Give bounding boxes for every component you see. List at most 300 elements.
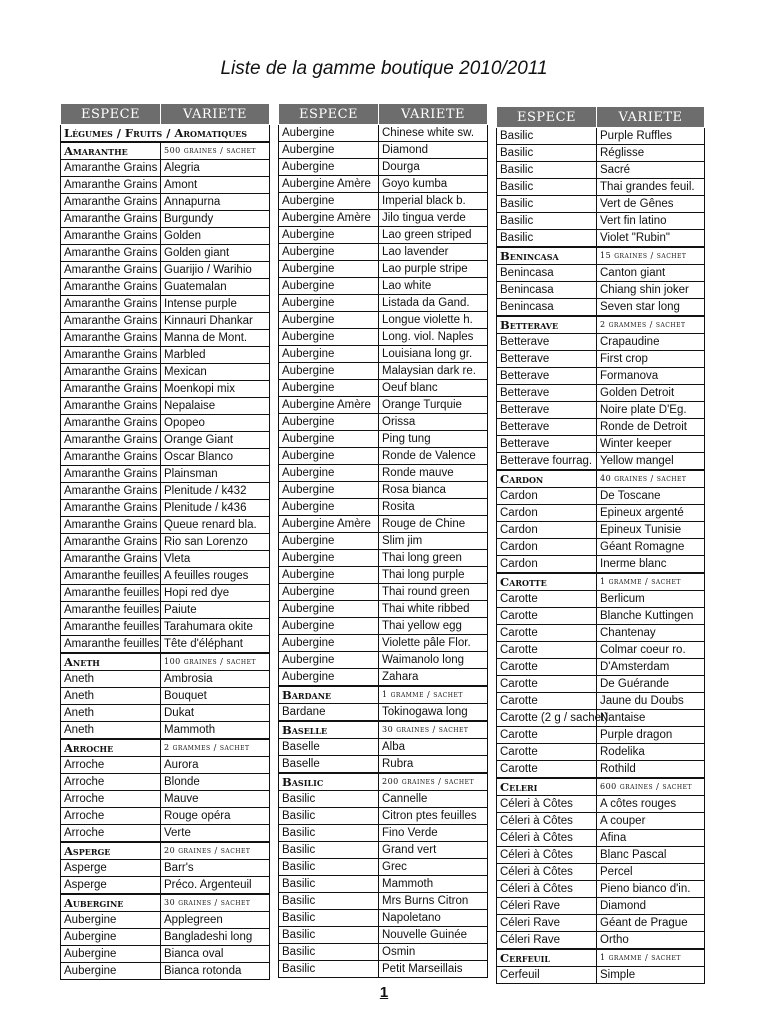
variete-cell: Colmar coeur ro. <box>597 642 705 659</box>
variete-cell: Plenitude / k436 <box>161 500 270 517</box>
variete-cell: Orange Giant <box>161 432 270 449</box>
section-quantity: 200 graines / sachet <box>379 773 488 791</box>
header-variete: VARIETE <box>161 104 270 125</box>
table-row <box>61 381 270 398</box>
table-row <box>279 227 488 244</box>
espece-cell: Aubergine <box>279 533 379 550</box>
table-row <box>61 347 270 364</box>
table-row <box>61 177 270 194</box>
espece-cell: Amaranthe Grains <box>61 364 161 381</box>
table-row <box>279 808 488 825</box>
table-row <box>279 533 488 550</box>
variete-cell: Blanc Pascal <box>597 847 705 864</box>
espece-cell: Cardon <box>497 522 597 539</box>
group-row <box>61 125 270 143</box>
table-row <box>279 142 488 159</box>
espece-cell: Aubergine <box>279 465 379 482</box>
variete-cell: Mexican <box>161 364 270 381</box>
espece-cell: Basilic <box>279 842 379 859</box>
espece-cell: Céleri à Côtes <box>497 796 597 813</box>
table-row <box>279 278 488 295</box>
variete-cell: Rodelika <box>597 744 705 761</box>
table-row <box>61 398 270 415</box>
table-row <box>279 635 488 652</box>
table-row <box>61 466 270 483</box>
header-espece: ESPECE <box>497 107 597 128</box>
variete-cell: Vert de Gênes <box>597 196 705 213</box>
table-row <box>279 618 488 635</box>
espece-cell: Amaranthe Grains <box>61 534 161 551</box>
section-quantity: 30 graines / sachet <box>161 894 270 912</box>
section-row <box>279 721 488 739</box>
table-row <box>61 929 270 946</box>
espece-cell: Aubergine <box>279 584 379 601</box>
variete-cell: Lao lavender <box>379 244 488 261</box>
table-row <box>61 194 270 211</box>
espece-cell: Amaranthe feuilles <box>61 619 161 636</box>
espece-cell: Amaranthe Grains <box>61 432 161 449</box>
espece-cell: Betterave <box>497 419 597 436</box>
table-row <box>497 419 705 436</box>
espece-cell: Basilic <box>497 230 597 248</box>
espece-cell: Carotte <box>497 744 597 761</box>
variete-cell: Oscar Blanco <box>161 449 270 466</box>
table-row <box>279 125 488 142</box>
table-row <box>497 676 705 693</box>
variete-cell: Golden Detroit <box>597 385 705 402</box>
variete-cell: Thai round green <box>379 584 488 601</box>
variete-cell: Plenitude / k432 <box>161 483 270 500</box>
species-column-3 <box>496 106 705 984</box>
table-row <box>497 145 705 162</box>
variete-cell: Purple dragon <box>597 727 705 744</box>
table-row <box>497 265 705 282</box>
variete-cell: Dukat <box>161 705 270 722</box>
espece-cell: Aubergine <box>279 618 379 635</box>
table-row <box>61 946 270 963</box>
variete-cell: D'Amsterdam <box>597 659 705 676</box>
espece-cell: Arroche <box>61 791 161 808</box>
table-row <box>497 436 705 453</box>
table-row <box>497 179 705 196</box>
espece-cell: Aubergine <box>279 652 379 669</box>
variete-cell: Ortho <box>597 932 705 950</box>
espece-cell: Betterave <box>497 334 597 351</box>
section-row <box>497 573 705 591</box>
espece-cell: Basilic <box>279 927 379 944</box>
species-column-1 <box>60 103 270 980</box>
variete-cell: Verte <box>161 825 270 843</box>
section-name: Celeri <box>497 778 597 796</box>
variete-cell: Thai yellow egg <box>379 618 488 635</box>
espece-cell: Carotte (2 g / sachet) <box>497 710 597 727</box>
table-row <box>497 625 705 642</box>
espece-cell: Carotte <box>497 642 597 659</box>
variete-cell: First crop <box>597 351 705 368</box>
table-row <box>497 196 705 213</box>
variete-cell: Rubra <box>379 756 488 774</box>
espece-cell: Aubergine <box>279 363 379 380</box>
variete-cell: Ronde mauve <box>379 465 488 482</box>
table-row <box>279 584 488 601</box>
table-row <box>61 160 270 177</box>
table-row <box>497 539 705 556</box>
variete-cell: Rosita <box>379 499 488 516</box>
table-row <box>497 522 705 539</box>
table-row <box>279 567 488 584</box>
variete-cell: Amont <box>161 177 270 194</box>
variete-cell: Canton giant <box>597 265 705 282</box>
espece-cell: Aubergine <box>61 963 161 980</box>
page-number: 1 <box>379 984 389 1001</box>
table-row <box>61 825 270 843</box>
espece-cell: Cerfeuil <box>497 967 597 984</box>
table-row <box>279 825 488 842</box>
variete-cell: Annapurna <box>161 194 270 211</box>
section-row <box>497 247 705 265</box>
table-row <box>497 385 705 402</box>
table-row <box>61 211 270 228</box>
table-row <box>497 368 705 385</box>
espece-cell: Céleri à Côtes <box>497 813 597 830</box>
espece-cell: Bardane <box>279 704 379 722</box>
espece-cell: Aubergine <box>279 278 379 295</box>
header-variete: VARIETE <box>597 107 705 128</box>
table-row <box>497 505 705 522</box>
variete-cell: Jilo tingua verde <box>379 210 488 227</box>
section-row <box>61 894 270 912</box>
variete-cell: Purple Ruffles <box>597 128 705 145</box>
section-name: Cerfeuil <box>497 949 597 967</box>
variete-cell: Grand vert <box>379 842 488 859</box>
variete-cell: Golden <box>161 228 270 245</box>
espece-cell: Amaranthe Grains <box>61 551 161 568</box>
variete-cell: Zahara <box>379 669 488 687</box>
section-quantity: 1 gramme / sachet <box>379 686 488 704</box>
variete-cell: Ronde de Detroit <box>597 419 705 436</box>
variete-cell: Thai white ribbed <box>379 601 488 618</box>
espece-cell: Carotte <box>497 608 597 625</box>
espece-cell: Carotte <box>497 727 597 744</box>
variete-cell: Percel <box>597 864 705 881</box>
header-variete: VARIETE <box>379 104 488 125</box>
variete-cell: Epineux Tunisie <box>597 522 705 539</box>
table-row <box>497 230 705 248</box>
variete-cell: Lao white <box>379 278 488 295</box>
variete-cell: Sacré <box>597 162 705 179</box>
table-row <box>497 744 705 761</box>
table-row <box>279 910 488 927</box>
espece-cell: Basilic <box>279 825 379 842</box>
table-row <box>61 791 270 808</box>
variete-cell: Vleta <box>161 551 270 568</box>
espece-cell: Basilic <box>497 162 597 179</box>
variete-cell: Chinese white sw. <box>379 125 488 142</box>
table-row <box>497 813 705 830</box>
table-row <box>279 312 488 329</box>
section-name: Benincasa <box>497 247 597 265</box>
table-row <box>279 261 488 278</box>
table-row <box>279 346 488 363</box>
variete-cell: Préco. Argenteuil <box>161 877 270 895</box>
variete-cell: Waimanolo long <box>379 652 488 669</box>
header-espece: ESPECE <box>61 104 161 125</box>
variete-cell: Chiang shin joker <box>597 282 705 299</box>
variete-cell: Simple <box>597 967 705 984</box>
variete-cell: Malaysian dark re. <box>379 363 488 380</box>
espece-cell: Aubergine <box>279 261 379 278</box>
table-row <box>279 380 488 397</box>
espece-cell: Aubergine <box>279 550 379 567</box>
table-row <box>279 193 488 210</box>
table-row <box>279 159 488 176</box>
species-column-2 <box>278 103 488 978</box>
variete-cell: Bouquet <box>161 688 270 705</box>
variete-cell: Paiute <box>161 602 270 619</box>
espece-cell: Amaranthe feuilles <box>61 602 161 619</box>
variete-cell: A côtes rouges <box>597 796 705 813</box>
espece-cell: Cardon <box>497 539 597 556</box>
espece-cell: Basilic <box>497 213 597 230</box>
section-quantity: 20 graines / sachet <box>161 842 270 860</box>
espece-cell: Aubergine <box>279 244 379 261</box>
espece-cell: Aubergine <box>279 125 379 142</box>
table-row <box>61 636 270 654</box>
table-row <box>61 432 270 449</box>
espece-cell: Aubergine <box>279 414 379 431</box>
variete-cell: Listada da Gand. <box>379 295 488 312</box>
variete-cell: Alegria <box>161 160 270 177</box>
espece-cell: Amaranthe Grains <box>61 211 161 228</box>
section-name: Baselle <box>279 721 379 739</box>
table-row <box>61 912 270 929</box>
variete-cell: Orange Turquie <box>379 397 488 414</box>
espece-cell: Basilic <box>279 893 379 910</box>
espece-cell: Céleri à Côtes <box>497 830 597 847</box>
variete-cell: Citron ptes feuilles <box>379 808 488 825</box>
espece-cell: Aubergine Amère <box>279 516 379 533</box>
espece-cell: Céleri à Côtes <box>497 881 597 898</box>
variete-cell: Violette pâle Flor. <box>379 635 488 652</box>
espece-cell: Céleri Rave <box>497 932 597 950</box>
section-row <box>61 142 270 160</box>
table-row <box>497 642 705 659</box>
variete-cell: Géant Romagne <box>597 539 705 556</box>
table-row <box>61 262 270 279</box>
table-row <box>279 842 488 859</box>
espece-cell: Aneth <box>61 688 161 705</box>
section-quantity: 15 graines / sachet <box>597 247 705 265</box>
espece-cell: Basilic <box>279 961 379 978</box>
espece-cell: Aubergine <box>279 448 379 465</box>
table-row <box>61 296 270 313</box>
espece-cell: Aneth <box>61 671 161 688</box>
table-row <box>497 128 705 145</box>
variete-cell: Lao green striped <box>379 227 488 244</box>
table-row <box>497 864 705 881</box>
variete-cell: Thai grandes feuil. <box>597 179 705 196</box>
variete-cell: Chantenay <box>597 625 705 642</box>
espece-cell: Céleri Rave <box>497 898 597 915</box>
espece-cell: Aubergine <box>279 312 379 329</box>
table-row <box>497 213 705 230</box>
table-row <box>279 791 488 808</box>
espece-cell: Aneth <box>61 722 161 740</box>
table-row <box>497 608 705 625</box>
variete-cell: Ronde de Valence <box>379 448 488 465</box>
espece-cell: Basilic <box>279 859 379 876</box>
variete-cell: Napoletano <box>379 910 488 927</box>
variete-cell: Long. viol. Naples <box>379 329 488 346</box>
espece-cell: Basilic <box>497 128 597 145</box>
variete-cell: Slim jim <box>379 533 488 550</box>
table-row <box>61 313 270 330</box>
table-row <box>279 756 488 774</box>
espece-cell: Aubergine <box>279 227 379 244</box>
table-row <box>279 482 488 499</box>
section-row <box>279 773 488 791</box>
espece-cell: Aubergine <box>279 346 379 363</box>
variete-cell: Réglisse <box>597 145 705 162</box>
table-row <box>497 693 705 710</box>
table-row <box>279 944 488 961</box>
variete-cell: Jaune du Doubs <box>597 693 705 710</box>
variete-cell: Berlicum <box>597 591 705 608</box>
espece-cell: Amaranthe Grains <box>61 245 161 262</box>
table-row <box>497 967 705 984</box>
table-row <box>279 739 488 756</box>
variete-cell: Aurora <box>161 757 270 774</box>
espece-cell: Aubergine Amère <box>279 176 379 193</box>
variete-cell: Pieno bianco d'in. <box>597 881 705 898</box>
table-row <box>61 808 270 825</box>
espece-cell: Basilic <box>497 196 597 213</box>
section-quantity: 40 graines / sachet <box>597 470 705 488</box>
section-name: Bardane <box>279 686 379 704</box>
variete-cell: Rosa bianca <box>379 482 488 499</box>
espece-cell: Aubergine <box>61 946 161 963</box>
variete-cell: Nepalaise <box>161 398 270 415</box>
table-row <box>279 210 488 227</box>
section-row <box>497 316 705 334</box>
variete-cell: Imperial black b. <box>379 193 488 210</box>
espece-cell: Aubergine <box>61 929 161 946</box>
table-row <box>61 757 270 774</box>
table-row <box>61 705 270 722</box>
table-row <box>61 585 270 602</box>
espece-cell: Amaranthe Grains <box>61 194 161 211</box>
variete-cell: Grec <box>379 859 488 876</box>
espece-cell: Basilic <box>279 910 379 927</box>
table-row <box>279 961 488 978</box>
variete-cell: Rouge de Chine <box>379 516 488 533</box>
espece-cell: Aubergine <box>279 142 379 159</box>
table-row <box>497 830 705 847</box>
espece-cell: Benincasa <box>497 282 597 299</box>
variete-cell: Kinnauri Dhankar <box>161 313 270 330</box>
section-name: Asperge <box>61 842 161 860</box>
variete-cell: De Guérande <box>597 676 705 693</box>
espece-cell: Carotte <box>497 693 597 710</box>
variete-cell: Crapaudine <box>597 334 705 351</box>
espece-cell: Betterave <box>497 436 597 453</box>
espece-cell: Céleri à Côtes <box>497 864 597 881</box>
table-row <box>279 431 488 448</box>
variete-cell: Mammoth <box>379 876 488 893</box>
table-row <box>497 727 705 744</box>
table-row <box>497 334 705 351</box>
espece-cell: Amaranthe Grains <box>61 296 161 313</box>
section-quantity: 2 grammes / sachet <box>161 739 270 757</box>
variete-cell: Inerme blanc <box>597 556 705 574</box>
table-row <box>279 465 488 482</box>
section-quantity: 2 grammes / sachet <box>597 316 705 334</box>
espece-cell: Amaranthe Grains <box>61 398 161 415</box>
table-row <box>61 449 270 466</box>
table-row <box>279 859 488 876</box>
espece-cell: Aubergine <box>279 380 379 397</box>
espece-cell: Aubergine <box>279 295 379 312</box>
table-row <box>497 761 705 779</box>
table-row <box>61 415 270 432</box>
species-table <box>278 103 488 978</box>
table-row <box>497 796 705 813</box>
variete-cell: Rouge opéra <box>161 808 270 825</box>
variete-cell: Barr's <box>161 860 270 877</box>
variete-cell: Yellow mangel <box>597 453 705 471</box>
espece-cell: Amaranthe Grains <box>61 381 161 398</box>
espece-cell: Céleri Rave <box>497 915 597 932</box>
espece-cell: Basilic <box>497 179 597 196</box>
table-row <box>497 881 705 898</box>
variete-cell: Ping tung <box>379 431 488 448</box>
section-quantity: 1 gramme / sachet <box>597 573 705 591</box>
espece-cell: Aubergine <box>279 482 379 499</box>
espece-cell: Carotte <box>497 591 597 608</box>
variete-cell: A feuilles rouges <box>161 568 270 585</box>
espece-cell: Amaranthe Grains <box>61 262 161 279</box>
species-table <box>496 106 705 984</box>
variete-cell: Applegreen <box>161 912 270 929</box>
header-espece: ESPECE <box>279 104 379 125</box>
variete-cell: Mauve <box>161 791 270 808</box>
table-row <box>61 877 270 895</box>
variete-cell: Marbled <box>161 347 270 364</box>
table-row <box>279 652 488 669</box>
variete-cell: A couper <box>597 813 705 830</box>
espece-cell: Betterave <box>497 368 597 385</box>
variete-cell: Winter keeper <box>597 436 705 453</box>
espece-cell: Basilic <box>279 791 379 808</box>
section-name: Arroche <box>61 739 161 757</box>
variete-cell: Afina <box>597 830 705 847</box>
variete-cell: Manna de Mont. <box>161 330 270 347</box>
espece-cell: Aubergine <box>279 193 379 210</box>
variete-cell: Golden giant <box>161 245 270 262</box>
table-header <box>279 104 488 125</box>
variete-cell: Géant de Prague <box>597 915 705 932</box>
espece-cell: Amaranthe Grains <box>61 517 161 534</box>
variete-cell: Rothild <box>597 761 705 779</box>
table-row <box>279 329 488 346</box>
espece-cell: Amaranthe feuilles <box>61 568 161 585</box>
table-row <box>497 453 705 471</box>
espece-cell: Basilic <box>279 808 379 825</box>
table-row <box>497 932 705 950</box>
variete-cell: Alba <box>379 739 488 756</box>
espece-cell: Aneth <box>61 705 161 722</box>
table-row <box>497 402 705 419</box>
